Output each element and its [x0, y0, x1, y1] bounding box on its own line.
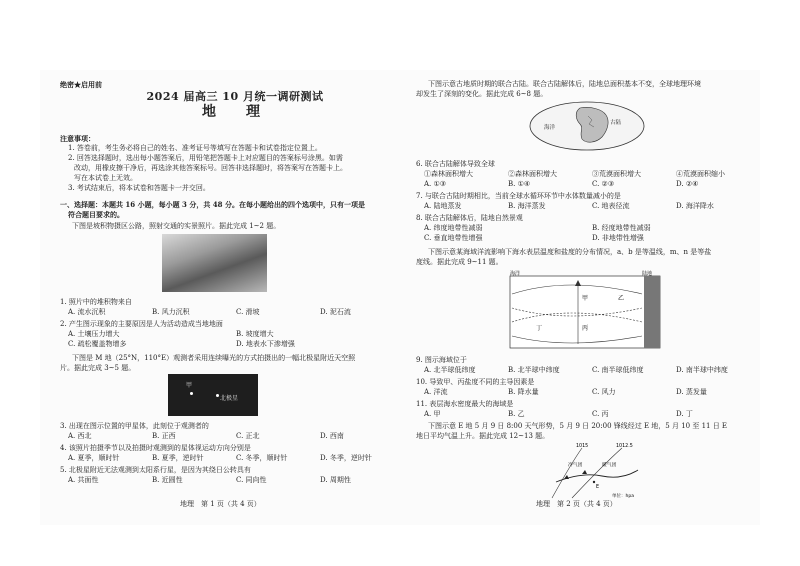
weather-map: [542, 442, 646, 500]
q11-option-b: B. 乙: [508, 410, 525, 418]
q6-item-2: ②森林面积增大: [508, 170, 557, 178]
q11-option-a: A. 甲: [424, 410, 441, 418]
section-heading-cont: 符合题目要求的。: [68, 210, 124, 219]
q11-option-c: C. 丙: [592, 410, 609, 418]
q5-option-c: C. 同向性: [236, 476, 267, 484]
question-9: 9. 图示海域位于: [416, 356, 467, 364]
exam-sheet: [40, 70, 760, 525]
q3-option-d: D. 西南: [320, 432, 344, 440]
q8-option-d: D. 非地带性增强: [592, 234, 644, 242]
q10-option-d: D. 蒸发量: [676, 388, 707, 396]
q2-option-a: A. 土壤压力增大: [68, 330, 120, 338]
q11-option-d: D. 丁: [676, 410, 693, 418]
q1-option-d: D. 泥石流: [320, 308, 351, 316]
map-label-continent: 古陆: [610, 120, 622, 126]
notice-line: 3. 考试结束后，将本试卷和答题卡一并交回。: [68, 184, 210, 192]
label-yi: 乙: [618, 295, 625, 302]
question-3: 3. 出现在图示位置的甲星体，此刻位于观测者的: [60, 422, 209, 430]
q9-option-b: B. 北半球中纬度: [508, 366, 560, 374]
q8-option-c: C. 垂直地带性增强: [424, 234, 483, 242]
isobar-1012: 1012.5: [616, 444, 633, 449]
question-intro-cont: 度线。据此完成 9~11 题。: [416, 258, 503, 266]
warm-air-label: 暖气团: [602, 463, 617, 468]
question-intro: 下图示意某海域洋流影响下海水表层温度和盐度的分布情况，a、b 是等温线，m、n 是等盐: [428, 248, 712, 256]
isobar-1015: 1015: [576, 444, 589, 449]
question-intro: 下图是坡积物摄区公路，照射交通的实景照片。据此完成 1~2 题。: [72, 222, 281, 230]
q5-option-b: B. 近圆性: [152, 476, 183, 484]
q5-option-a: A. 共面性: [68, 476, 99, 484]
notice-line: 2. 回答选择题时，选出每小题答案后，用铅笔把答题卡上对应题目的答案标号涂黑。如需: [68, 154, 343, 162]
q9-option-a: A. 北半球低纬度: [424, 366, 476, 374]
label-bing: 丙: [582, 325, 589, 332]
subject-title: 地 理: [202, 104, 268, 120]
question-4: 4. 该照片拍摄季节以及拍摄时观测到的星体视运动方向分别是: [60, 444, 251, 452]
notice-line: 1. 答卷前，考生务必将自己的姓名、准考证号等填写在答题卡和试卷指定位置上。: [68, 144, 322, 152]
q6-option-a: A. ①③: [424, 180, 447, 188]
q7-option-a: A. 陆地蒸发: [424, 202, 462, 210]
q4-option-a: A. 夏季，顺时针: [68, 454, 120, 462]
section-heading: 一、选择题：本题共 16 小题，每小题 3 分，共 48 分。在每小题给出的四个选项中，只有一项是: [60, 200, 365, 209]
question-11: 11. 表层海水密度最大的海域是: [416, 400, 514, 408]
question-8: 8. 联合古陆解体后，陆地自然景观: [416, 214, 523, 222]
question-7: 7. 与联合古陆时期相比，当前全球水循环环节中水体数量减小的是: [416, 192, 621, 200]
q7-option-b: B. 海洋蒸发: [508, 202, 546, 210]
q8-option-b: B. 经度地带性减弱: [592, 224, 651, 232]
notice-line: 改动，用橡皮擦干净后，再选涂其他答案标号。回答非选择题时，将答案写在答题卡上。: [74, 164, 347, 172]
q10-option-b: B. 降水量: [508, 388, 539, 396]
q10-option-a: A. 洋流: [424, 388, 448, 396]
cold-air-label: 冷气团: [568, 463, 583, 468]
label-ocean: 海洋: [510, 271, 521, 277]
polaris-label: 北极星: [220, 395, 239, 402]
question-intro: 下图是 M 地（25°N，110°E）观测者采用连续曝光的方式拍摄出的一幅北极星附近天空照: [72, 354, 356, 362]
q9-option-c: C. 南半球低纬度: [592, 366, 644, 374]
label-land: 陆地: [642, 271, 653, 277]
secret-mark: 绝密★启用前: [60, 80, 102, 89]
page-2: [416, 70, 766, 525]
page-1: [60, 70, 410, 525]
q3-option-b: B. 正西: [152, 432, 176, 440]
question-intro-cont: 却发生了深刻的变化。据此完成 6~8 题。: [416, 90, 548, 98]
q6-item-1: ①森林面积增大: [424, 170, 473, 178]
q7-option-d: D. 海洋降水: [676, 202, 714, 210]
q2-option-b: B. 坡度增大: [236, 330, 274, 338]
q1-option-c: C. 滑坡: [236, 308, 260, 316]
notice-line: 写在本试卷上无效。: [74, 174, 137, 182]
question-5: 5. 北极星附近无法观测到太阳系行星，是因为其绕日公转具有: [60, 466, 251, 474]
ocean-current-diagram: [508, 270, 664, 350]
star-trail-photo: [168, 374, 258, 416]
question-1: 1. 照片中的堆积物来自: [60, 298, 132, 306]
q4-option-c: C. 冬季，顺时针: [236, 454, 288, 462]
question-2: 2. 产生图示现象的主要原因是人为活动造成当地地面: [60, 320, 223, 328]
q3-option-c: C. 正北: [236, 432, 260, 440]
q2-option-c: C. 疏松覆盖物增多: [68, 340, 127, 348]
point-e-label: E: [596, 485, 600, 490]
exam-title: 2024 届高三 10 月统一调研测试: [146, 90, 324, 103]
star-jia-mark: [190, 392, 193, 395]
star-jia-label: 甲: [186, 382, 193, 389]
q6-option-d: D. ②④: [676, 180, 699, 188]
q4-option-b: B. 夏季，逆时针: [152, 454, 204, 462]
notice-heading: 注意事项：: [60, 134, 95, 143]
q3-option-a: A. 西北: [68, 432, 92, 440]
q8-option-a: A. 纬度地带性减弱: [424, 224, 483, 232]
q7-option-c: C. 地表径流: [592, 202, 630, 210]
question-intro-cont: 地日平均气温上升。据此完成 12~13 题。: [416, 432, 550, 440]
page-footer: 地理 第 2 页（共 4 页）: [536, 500, 617, 508]
slope-road-photo: [162, 234, 267, 292]
question-intro-cont: 片。据此完成 3~5 题。: [60, 364, 136, 372]
question-6: 6. 联合古陆解体导致全球: [416, 160, 495, 168]
q1-option-b: B. 风力沉积: [152, 308, 190, 316]
q6-item-3: ③荒漠面积增大: [592, 170, 641, 178]
q2-option-d: D. 地表水下渗增强: [236, 340, 295, 348]
q6-item-4: ④荒漠面积缩小: [676, 170, 725, 178]
q4-option-d: D. 冬季，逆时针: [320, 454, 372, 462]
page-footer: 地理 第 1 页（共 4 页）: [180, 500, 261, 508]
polaris-mark: [216, 394, 219, 397]
q10-option-c: C. 风力: [592, 388, 616, 396]
unit-label: 单位：hpa: [612, 494, 634, 499]
q6-option-c: C. ②③: [592, 180, 615, 188]
label-jia: 甲: [582, 295, 589, 302]
pangaea-map: [528, 100, 646, 152]
question-intro: 下图示意 E 地 5 月 9 日 8:00 天气形势，5 月 9 日 20:00 锋线经过 E 地，5 月 10 至 11 日 E: [428, 422, 728, 430]
q5-option-d: D. 周期性: [320, 476, 351, 484]
label-ding: 丁: [536, 325, 543, 332]
q9-option-d: D. 南半球中纬度: [676, 366, 728, 374]
question-intro: 下图示意古地质时期的联合古陆。联合古陆解体后，陆地总面积基本不变，全球地理环境: [428, 80, 701, 88]
question-10: 10. 导致甲、丙盐度不同的主导因素是: [416, 378, 535, 386]
q1-option-a: A. 流水沉积: [68, 308, 106, 316]
q6-option-b: B. ①④: [508, 180, 531, 188]
map-label-ocean: 海洋: [544, 125, 556, 131]
